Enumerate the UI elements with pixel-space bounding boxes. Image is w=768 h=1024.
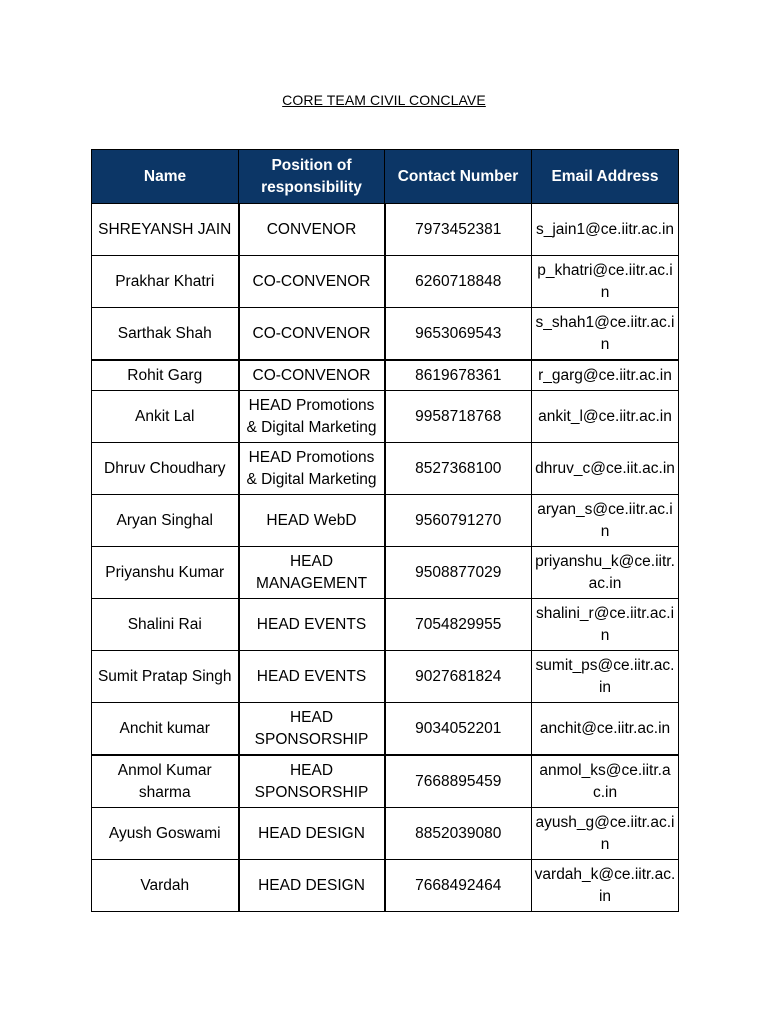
table-row <box>92 547 679 599</box>
cell-contact: 9027681824 <box>385 651 532 703</box>
table-row <box>92 860 679 912</box>
header-contact: Contact Number <box>385 150 532 204</box>
cell-name: Vardah <box>92 860 239 912</box>
core-team-table <box>91 149 679 912</box>
cell-name: Dhruv Choudhary <box>92 443 239 495</box>
cell-contact: 9034052201 <box>385 703 532 756</box>
table-row <box>92 599 679 651</box>
cell-email: dhruv_c@ce.iit.ac.in <box>532 443 679 495</box>
cell-position: HEAD SPONSORSHIP <box>239 703 385 756</box>
cell-contact: 7054829955 <box>385 599 532 651</box>
cell-position: CO-CONVENOR <box>239 308 385 361</box>
table-row <box>92 308 679 361</box>
cell-position: HEAD DESIGN <box>239 860 385 912</box>
cell-contact: 8527368100 <box>385 443 532 495</box>
table-row <box>92 360 679 391</box>
cell-name: SHREYANSH JAIN <box>92 204 239 256</box>
cell-name: Prakhar Khatri <box>92 256 239 308</box>
cell-name: Sumit Pratap Singh <box>92 651 239 703</box>
cell-position: HEAD EVENTS <box>239 651 385 703</box>
cell-email: p_khatri@ce.iitr.ac.in <box>532 256 679 308</box>
cell-name: Aryan Singhal <box>92 495 239 547</box>
cell-email: ayush_g@ce.iitr.ac.in <box>532 808 679 860</box>
cell-position: HEAD Promotions & Digital Marketing <box>239 443 385 495</box>
cell-position: CONVENOR <box>239 204 385 256</box>
cell-position: CO-CONVENOR <box>239 256 385 308</box>
table-row <box>92 256 679 308</box>
cell-name: Anmol Kumar sharma <box>92 755 239 808</box>
cell-contact: 9958718768 <box>385 391 532 443</box>
table-row <box>92 808 679 860</box>
header-email: Email Address <box>532 150 679 204</box>
cell-email: anmol_ks@ce.iitr.ac.in <box>532 755 679 808</box>
cell-email: r_garg@ce.iitr.ac.in <box>532 360 679 391</box>
cell-name: Anchit kumar <box>92 703 239 756</box>
header-name: Name <box>92 150 239 204</box>
cell-contact: 7973452381 <box>385 204 532 256</box>
cell-position: HEAD DESIGN <box>239 808 385 860</box>
cell-name: Ayush Goswami <box>92 808 239 860</box>
table-row <box>92 391 679 443</box>
header-position: Position of responsibility <box>239 150 385 204</box>
cell-email: priyanshu_k@ce.iitr.ac.in <box>532 547 679 599</box>
table-row <box>92 443 679 495</box>
cell-position: CO-CONVENOR <box>239 360 385 391</box>
cell-contact: 7668492464 <box>385 860 532 912</box>
cell-contact: 9508877029 <box>385 547 532 599</box>
table-row <box>92 755 679 808</box>
cell-name: Rohit Garg <box>92 360 239 391</box>
cell-email: sumit_ps@ce.iitr.ac.in <box>532 651 679 703</box>
cell-contact: 7668895459 <box>385 755 532 808</box>
document-title: CORE TEAM CIVIL CONCLAVE <box>282 92 486 108</box>
cell-name: Priyanshu Kumar <box>92 547 239 599</box>
cell-name: Ankit Lal <box>92 391 239 443</box>
cell-email: anchit@ce.iitr.ac.in <box>532 703 679 756</box>
cell-position: HEAD WebD <box>239 495 385 547</box>
cell-contact: 6260718848 <box>385 256 532 308</box>
table-row <box>92 651 679 703</box>
table-row <box>92 703 679 756</box>
cell-contact: 9560791270 <box>385 495 532 547</box>
cell-email: s_shah1@ce.iitr.ac.in <box>532 308 679 361</box>
cell-contact: 8852039080 <box>385 808 532 860</box>
cell-name: Sarthak Shah <box>92 308 239 361</box>
cell-name: Shalini Rai <box>92 599 239 651</box>
cell-position: HEAD MANAGEMENT <box>239 547 385 599</box>
cell-position: HEAD EVENTS <box>239 599 385 651</box>
cell-email: shalini_r@ce.iitr.ac.in <box>532 599 679 651</box>
cell-email: aryan_s@ce.iitr.ac.in <box>532 495 679 547</box>
cell-email: s_jain1@ce.iitr.ac.in <box>532 204 679 256</box>
table-row <box>92 495 679 547</box>
cell-contact: 9653069543 <box>385 308 532 361</box>
table-row <box>92 204 679 256</box>
table-header-row <box>92 150 679 204</box>
cell-position: HEAD Promotions & Digital Marketing <box>239 391 385 443</box>
cell-position: HEAD SPONSORSHIP <box>239 755 385 808</box>
cell-contact: 8619678361 <box>385 360 532 391</box>
cell-email: vardah_k@ce.iitr.ac.in <box>532 860 679 912</box>
cell-email: ankit_l@ce.iitr.ac.in <box>532 391 679 443</box>
